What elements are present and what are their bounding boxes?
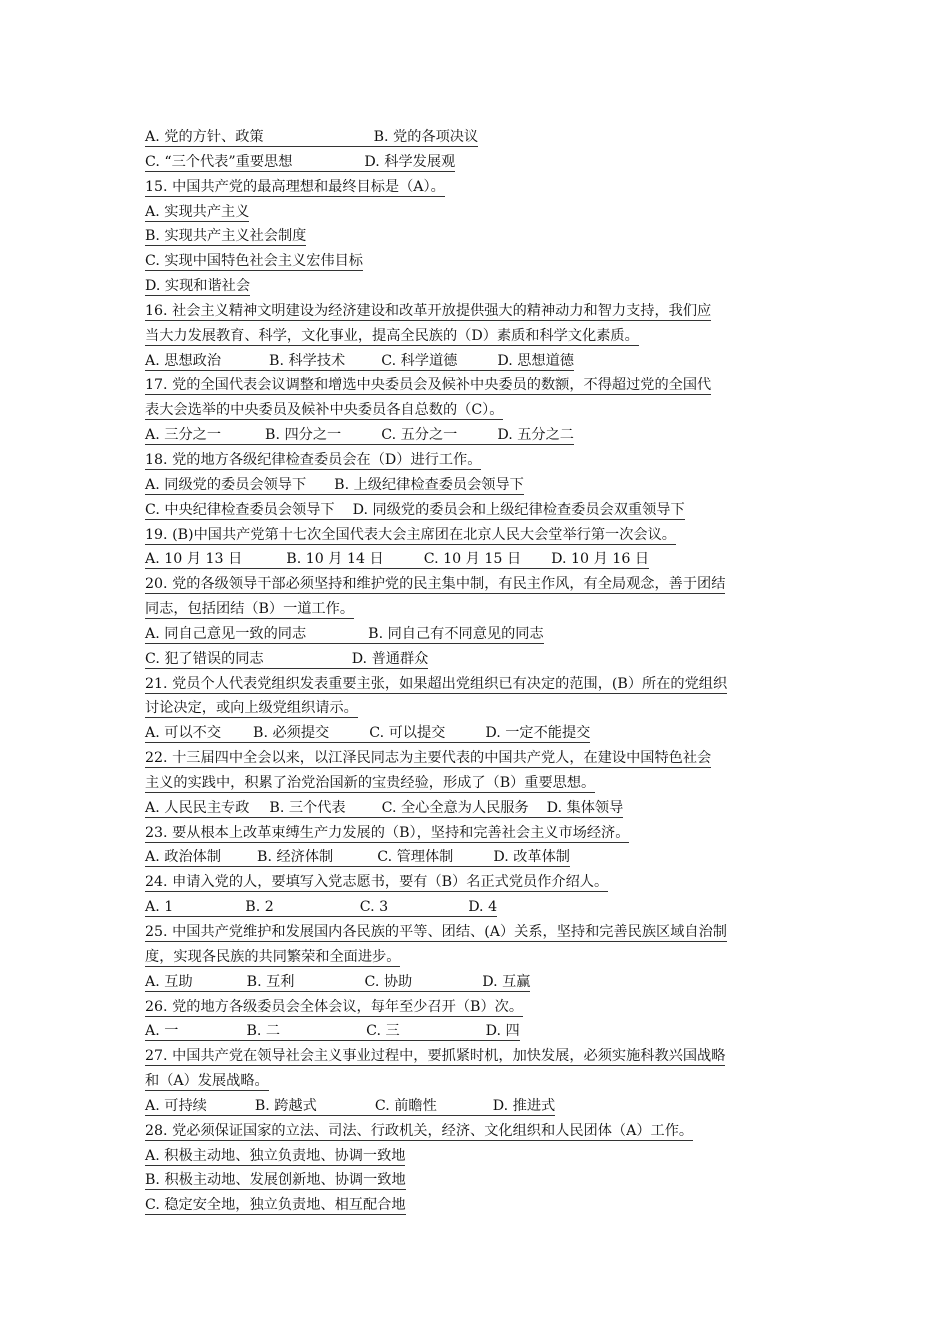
- option-text: A. 可以不交: [145, 725, 222, 742]
- underlined-text: [145, 676, 727, 694]
- option-text: D. 4: [468, 899, 498, 916]
- option-text: A. 思想政治: [145, 352, 222, 369]
- text-line: [145, 995, 810, 1020]
- option-text: D. 推进式: [492, 1097, 556, 1114]
- underlined-text: [145, 452, 481, 470]
- underlined-text: [145, 601, 354, 619]
- text-line: [145, 845, 810, 870]
- underlined-text: [145, 502, 685, 520]
- option-text: B. 10 月 14 日: [286, 551, 384, 568]
- underlined-text: [145, 800, 623, 818]
- option-text: C. 科学道德: [381, 352, 458, 369]
- line-text: 27. 中国共产党在领导社会主义事业过程中，要抓紧时机，加快发展，必须实施科教兴国战略: [145, 1048, 726, 1065]
- underlined-text: [145, 1172, 406, 1190]
- text-line: [145, 622, 810, 647]
- option-text: D. 10 月 16 日: [551, 551, 650, 568]
- underlined-text: [145, 278, 250, 296]
- underlined-text: [145, 253, 363, 271]
- text-line: [145, 821, 810, 846]
- option-text: D. 五分之二: [497, 427, 574, 444]
- line-text: 22. 十三届四中全会以来，以江泽民同志为主要代表的中国共产党人，在建设中国特色社会: [145, 750, 712, 767]
- option-text: D. 科学发展观: [364, 153, 456, 170]
- option-text: B. 四分之一: [265, 427, 342, 444]
- line-text: 28. 党必须保证国家的立法、司法、行政机关，经济、文化组织和人民团体（A）工作。: [145, 1122, 694, 1139]
- line-text: A. 积极主动地、独立负责地、协调一致地: [145, 1147, 406, 1164]
- text-line: [145, 1144, 810, 1169]
- line-text: 和（A）发展战略。: [145, 1073, 269, 1090]
- underlined-text: [145, 1073, 269, 1091]
- line-text: 15. 中国共产党的最高理想和最终目标是（A）。: [145, 178, 445, 195]
- text-line: [145, 1119, 810, 1144]
- option-text: B. 党的各项决议: [373, 129, 479, 145]
- option-text: D. 集体领导: [546, 799, 624, 816]
- text-line: [145, 1094, 810, 1119]
- line-text: 18. 党的地方各级纪律检查委员会在（D）进行工作。: [145, 451, 482, 468]
- underlined-text: [145, 651, 428, 669]
- line-text: 度，实现各民族的共同繁荣和全面进步。: [145, 948, 401, 965]
- underlined-text: [145, 775, 595, 793]
- text-line: [145, 696, 810, 721]
- line-text: 16. 社会主义精神文明建设为经济建设和改革开放提供强大的精神动力和智力支持，我们应: [145, 302, 712, 319]
- option-text: A. 党的方针、政策: [145, 129, 264, 145]
- option-text: D. 普通群众: [351, 650, 429, 667]
- text-line: [145, 1193, 810, 1218]
- text-line: [145, 498, 810, 523]
- text-line: [145, 200, 810, 225]
- text-line: [145, 597, 810, 622]
- text-line: [145, 249, 810, 274]
- text-line: [145, 970, 810, 995]
- underlined-text: [145, 353, 574, 371]
- line-text: 同志，包括团结（B）一道工作。: [145, 601, 355, 618]
- option-text: A. 同自己意见一致的同志: [145, 625, 307, 642]
- text-line: [145, 523, 810, 548]
- line-text: C. 实现中国特色社会主义宏伟目标: [145, 253, 363, 270]
- underlined-text: [145, 1123, 693, 1141]
- text-line: [145, 423, 810, 448]
- underlined-text: [145, 924, 727, 942]
- underlined-text: [145, 700, 358, 718]
- option-text: B. 科学技术: [269, 352, 346, 369]
- text-line: [145, 324, 810, 349]
- option-text: B. 上级纪律检查委员会领导下: [334, 476, 524, 493]
- underlined-text: [145, 377, 711, 395]
- text-line: [145, 175, 810, 200]
- text-line: [145, 299, 810, 324]
- underlined-text: [145, 328, 639, 346]
- text-line: [145, 125, 810, 150]
- text-line: [145, 349, 810, 374]
- underlined-text: [145, 626, 544, 644]
- underlined-text: [145, 974, 530, 992]
- option-text: A. 1: [145, 899, 174, 916]
- option-text: C. 可以提交: [369, 725, 446, 742]
- line-text: D. 实现和谐社会: [145, 278, 251, 295]
- text-line: [145, 224, 810, 249]
- option-text: A. 政治体制: [145, 849, 222, 866]
- line-text: B. 积极主动地、发展创新地、协调一致地: [145, 1172, 406, 1189]
- text-line: [145, 1019, 810, 1044]
- underlined-text: [145, 129, 478, 147]
- option-text: D. 互赢: [482, 973, 531, 990]
- text-line: [145, 398, 810, 423]
- text-line: [145, 672, 810, 697]
- text-line: [145, 771, 810, 796]
- line-text: 24. 申请入党的人，要填写入党志愿书，要有（B）名正式党员作介绍人。: [145, 874, 609, 891]
- text-line: [145, 721, 810, 746]
- text-line: [145, 796, 810, 821]
- line-text: 20. 党的各级领导干部必须坚持和维护党的民主集中制，有民主作风，有全局观念，善于团结: [145, 576, 726, 593]
- option-text: C. 前瞻性: [374, 1097, 437, 1114]
- underlined-text: [145, 999, 523, 1017]
- underlined-text: [145, 551, 649, 569]
- underlined-text: [145, 228, 306, 246]
- underlined-text: [145, 874, 608, 892]
- option-text: D. 同级党的委员会和上级纪律检查委员会双重领导下: [352, 501, 685, 518]
- line-text: 21. 党员个人代表党组织发表重要主张，如果超出党组织已有决定的范围，(B）所在的党组织: [145, 675, 728, 692]
- option-text: B. 二: [246, 1023, 281, 1040]
- underlined-text: [145, 750, 711, 768]
- text-line: [145, 920, 810, 945]
- text-line: [145, 1044, 810, 1069]
- option-text: A. 人民民主专政: [145, 799, 250, 816]
- line-text: 19. (B)中国共产党第十七次全国代表大会主席团在北京人民大会堂举行第一次会议。: [145, 526, 676, 543]
- underlined-text: [145, 1048, 725, 1066]
- option-text: B. 2: [245, 899, 274, 916]
- underlined-text: [145, 949, 400, 967]
- underlined-text: [145, 477, 524, 495]
- option-text: C. 管理体制: [377, 849, 454, 866]
- underlined-text: [145, 1023, 520, 1041]
- text-line: [145, 746, 810, 771]
- option-text: B. 互利: [246, 973, 295, 990]
- text-line: [145, 547, 810, 572]
- line-text: 当大力发展教育、科学，文化事业，提高全民族的（D）素质和科学文化素质。: [145, 327, 639, 344]
- underlined-text: [145, 849, 570, 867]
- option-text: C. 3: [359, 899, 389, 916]
- text-line: [145, 945, 810, 970]
- line-text: 25. 中国共产党维护和发展国内各民族的平等、团结、(A）关系，坚持和完善民族区域自治制: [145, 924, 727, 940]
- line-text: 主义的实践中，积累了治党治国新的宝贵经验，形成了（B）重要思想。: [145, 774, 596, 791]
- underlined-text: [145, 725, 590, 743]
- underlined-text: [145, 179, 445, 197]
- underlined-text: [145, 303, 711, 321]
- option-text: B. 必须提交: [253, 725, 330, 742]
- option-text: B. 经济体制: [257, 849, 334, 866]
- option-text: C. 全心全意为人民服务: [381, 799, 529, 816]
- underlined-text: [145, 527, 676, 545]
- text-line: [145, 1069, 810, 1094]
- line-text: 讨论决定，或向上级党组织请示。: [145, 700, 358, 717]
- line-text: 23. 要从根本上改革束缚生产力发展的（B），坚持和完善社会主义市场经济。: [145, 824, 630, 841]
- text-line: [145, 373, 810, 398]
- option-text: C. 中央纪律检查委员会领导下: [145, 501, 335, 518]
- line-text: B. 实现共产主义社会制度: [145, 228, 307, 245]
- option-text: D. 改革体制: [493, 849, 570, 866]
- option-text: D. 一定不能提交: [485, 725, 591, 742]
- option-text: D. 思想道德: [497, 352, 574, 369]
- question-list: [145, 125, 810, 1218]
- underlined-text: [145, 1098, 555, 1116]
- option-text: C. 协助: [364, 973, 413, 990]
- option-text: C. 五分之一: [381, 427, 458, 444]
- underlined-text: [145, 204, 249, 222]
- option-text: A. 互助: [145, 973, 193, 990]
- text-line: [145, 895, 810, 920]
- line-text: 26. 党的地方各级委员会全体会议，每年至少召开（B）次。: [145, 998, 524, 1015]
- underlined-text: [145, 427, 574, 445]
- option-text: C. 10 月 15 日: [423, 551, 522, 568]
- text-line: [145, 870, 810, 895]
- text-line: [145, 150, 810, 175]
- text-line: [145, 1168, 810, 1193]
- text-line: [145, 473, 810, 498]
- line-text: C. 稳定安全地，独立负责地、相互配合地: [145, 1197, 406, 1214]
- option-text: B. 跨越式: [254, 1097, 317, 1114]
- text-line: [145, 647, 810, 672]
- text-line: [145, 448, 810, 473]
- underlined-text: [145, 576, 725, 594]
- underlined-text: [145, 402, 503, 420]
- underlined-text: [145, 899, 497, 917]
- option-text: B. 三个代表: [269, 799, 346, 816]
- underlined-text: [145, 825, 629, 843]
- option-text: C. 犯了错误的同志: [145, 650, 264, 667]
- text-line: [145, 274, 810, 299]
- line-text: 表大会选举的中央委员及候补中央委员各自总数的（C）。: [145, 402, 504, 419]
- line-text: 17. 党的全国代表会议调整和增选中央委员会及候补中央委员的数额，不得超过党的全国代: [145, 377, 712, 394]
- option-text: C. 三: [366, 1023, 400, 1040]
- underlined-text: [145, 1197, 406, 1215]
- option-text: C. “三个代表”重要思想: [145, 153, 293, 170]
- option-text: A. 同级党的委员会领导下: [145, 476, 307, 493]
- option-text: A. 可持续: [145, 1097, 207, 1114]
- option-text: D. 四: [485, 1023, 520, 1040]
- option-text: A. 一: [145, 1023, 179, 1040]
- option-text: A. 三分之一: [145, 427, 222, 444]
- option-text: B. 同自己有不同意见的同志: [368, 625, 544, 642]
- line-text: A. 实现共产主义: [145, 203, 250, 220]
- underlined-text: [145, 154, 455, 172]
- option-text: A. 10 月 13 日: [145, 551, 243, 568]
- underlined-text: [145, 1148, 405, 1166]
- text-line: [145, 572, 810, 597]
